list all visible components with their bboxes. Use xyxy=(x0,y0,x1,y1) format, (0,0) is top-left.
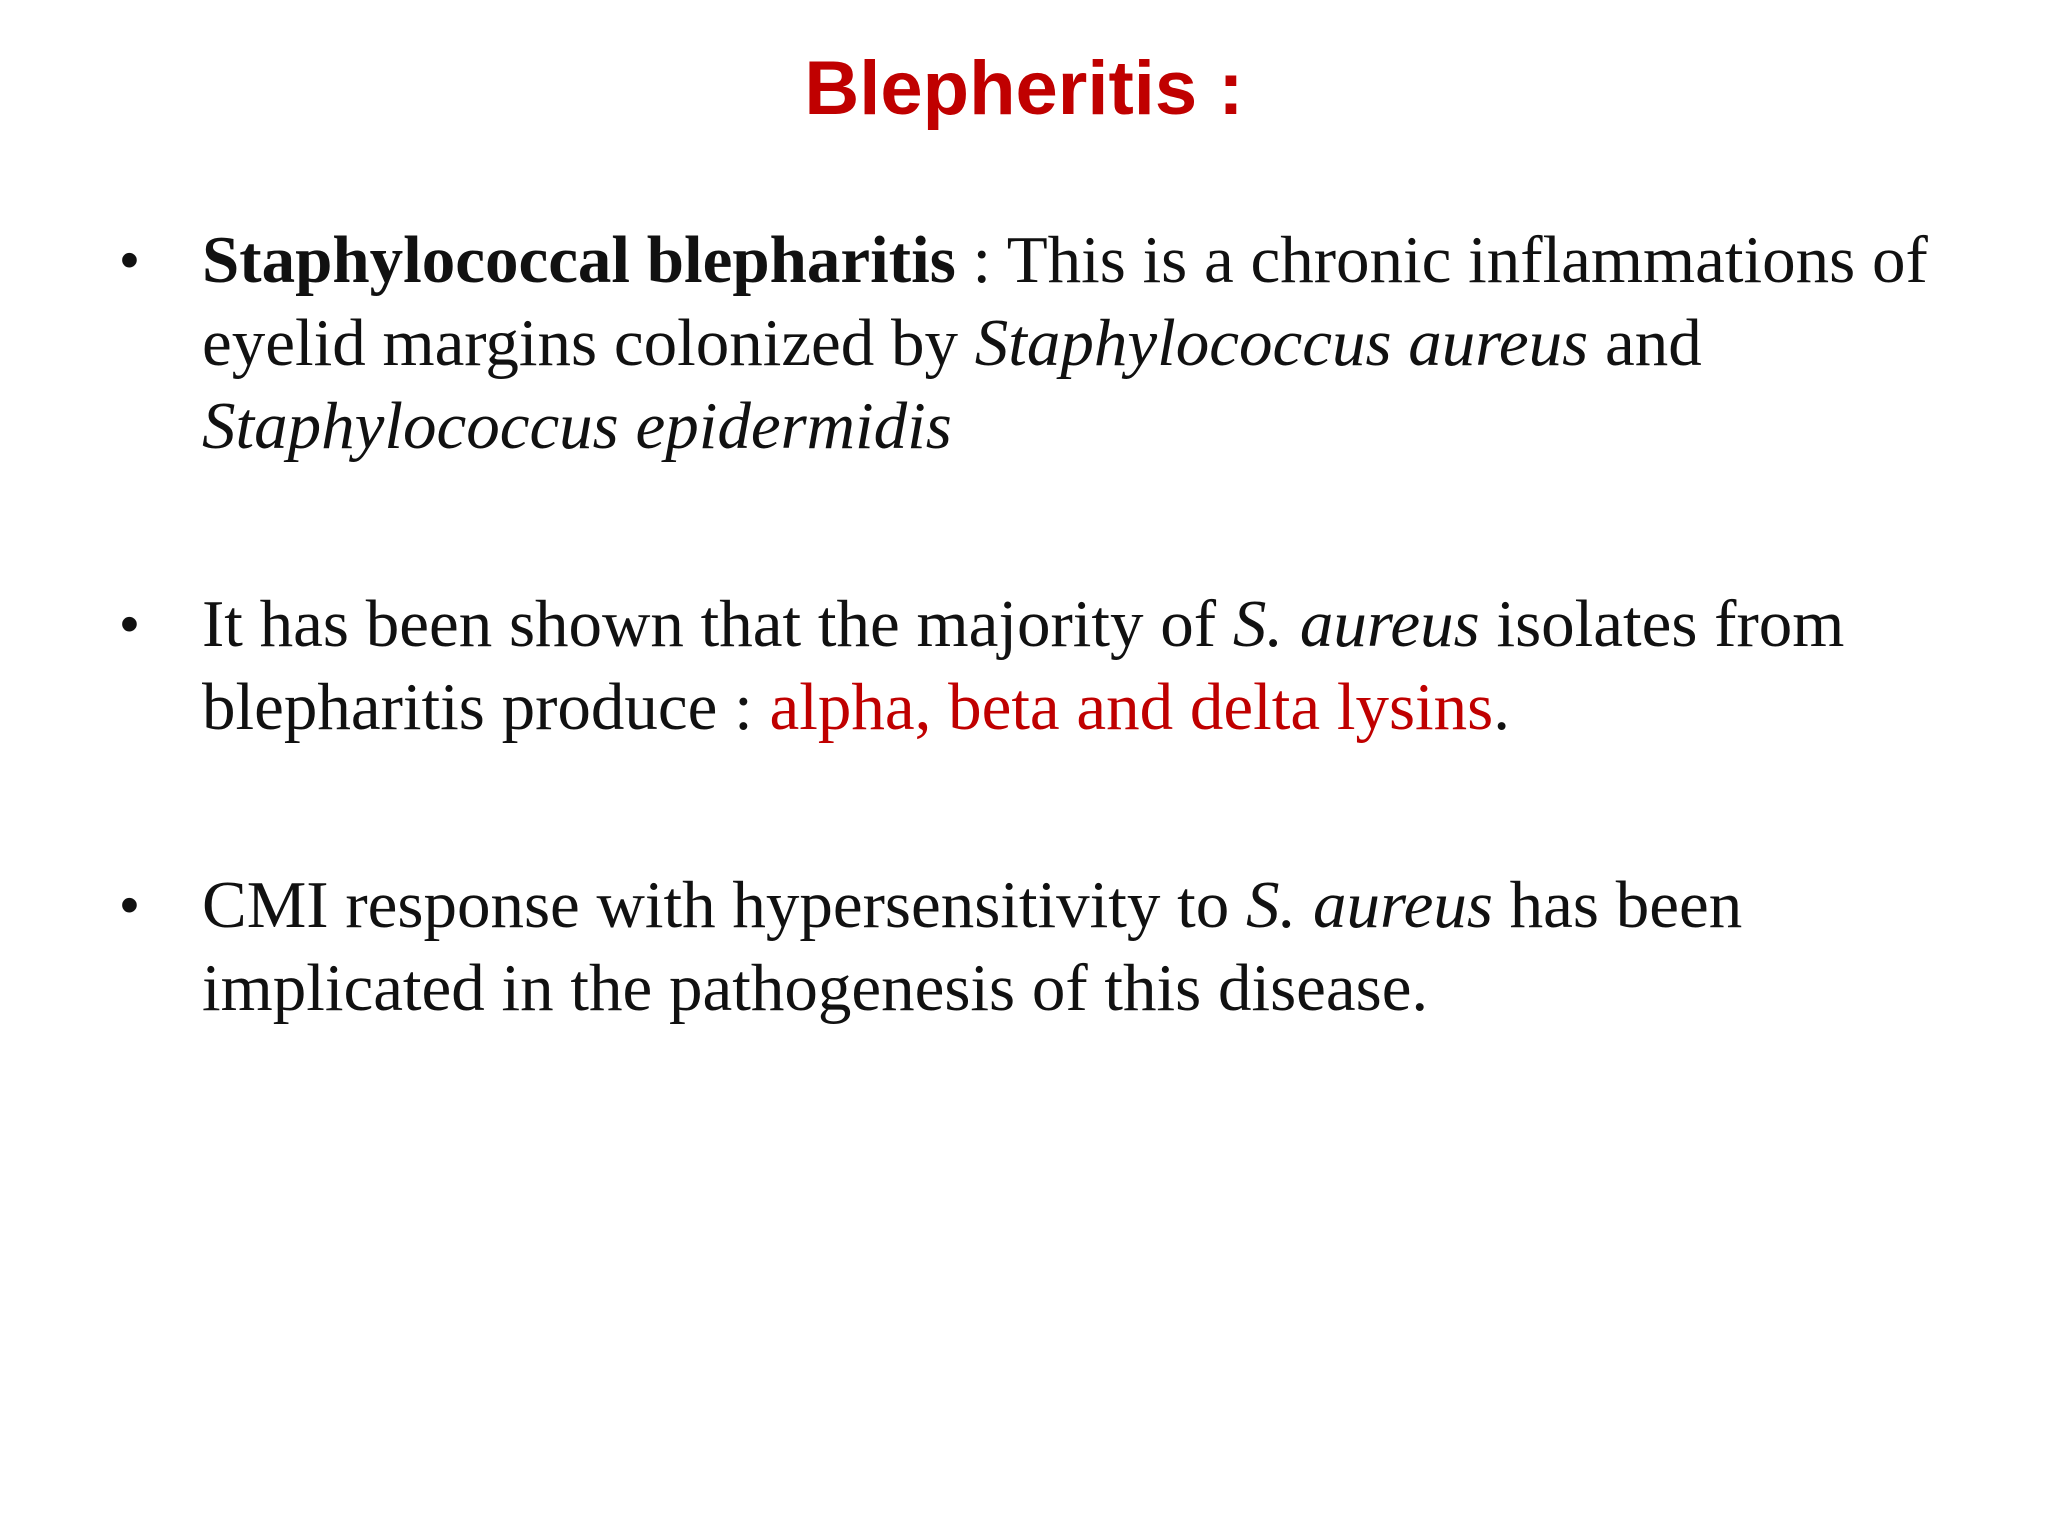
species-name: Staphylococcus epidermidis xyxy=(202,389,952,463)
bullet-text-part: CMI response with hypersensitivity to xyxy=(202,868,1246,942)
species-name: Staphylococcus aureus xyxy=(974,306,1589,380)
slide-title: Blepheritis : xyxy=(804,46,1244,131)
bullet-text xyxy=(202,219,1980,468)
bullet-item-cmi-response xyxy=(120,864,1980,1030)
bullet-text-part: isolates from blepharitis produce : xyxy=(202,587,1845,744)
bullet-dot: • xyxy=(120,230,139,290)
bullet-text-part: : This is a chronic inflammations of eyelid margins colonized by xyxy=(202,223,1928,380)
bullet-dot: • xyxy=(120,594,139,654)
bullet-text-part: and xyxy=(1588,306,1702,380)
bullet-term: Staphylococcal blepharitis xyxy=(202,223,956,297)
species-name: S. aureus xyxy=(1232,587,1480,661)
bullet-text-part: It has been shown that the majority of xyxy=(202,587,1233,661)
species-name: S. aureus xyxy=(1246,868,1493,942)
bullet-text-part: has been implicated in the pathogenesis of this disease. xyxy=(202,868,1743,1025)
bullet-item-lysins xyxy=(120,583,1980,749)
bullet-item-staphylococcal-blepharitis xyxy=(120,219,1980,468)
bullet-dot: • xyxy=(120,875,139,935)
bullet-text-part: . xyxy=(1493,670,1510,744)
bullet-text xyxy=(202,583,1980,749)
highlighted-text: alpha, beta and delta lysins xyxy=(769,670,1494,744)
bullet-text xyxy=(202,864,1980,1030)
